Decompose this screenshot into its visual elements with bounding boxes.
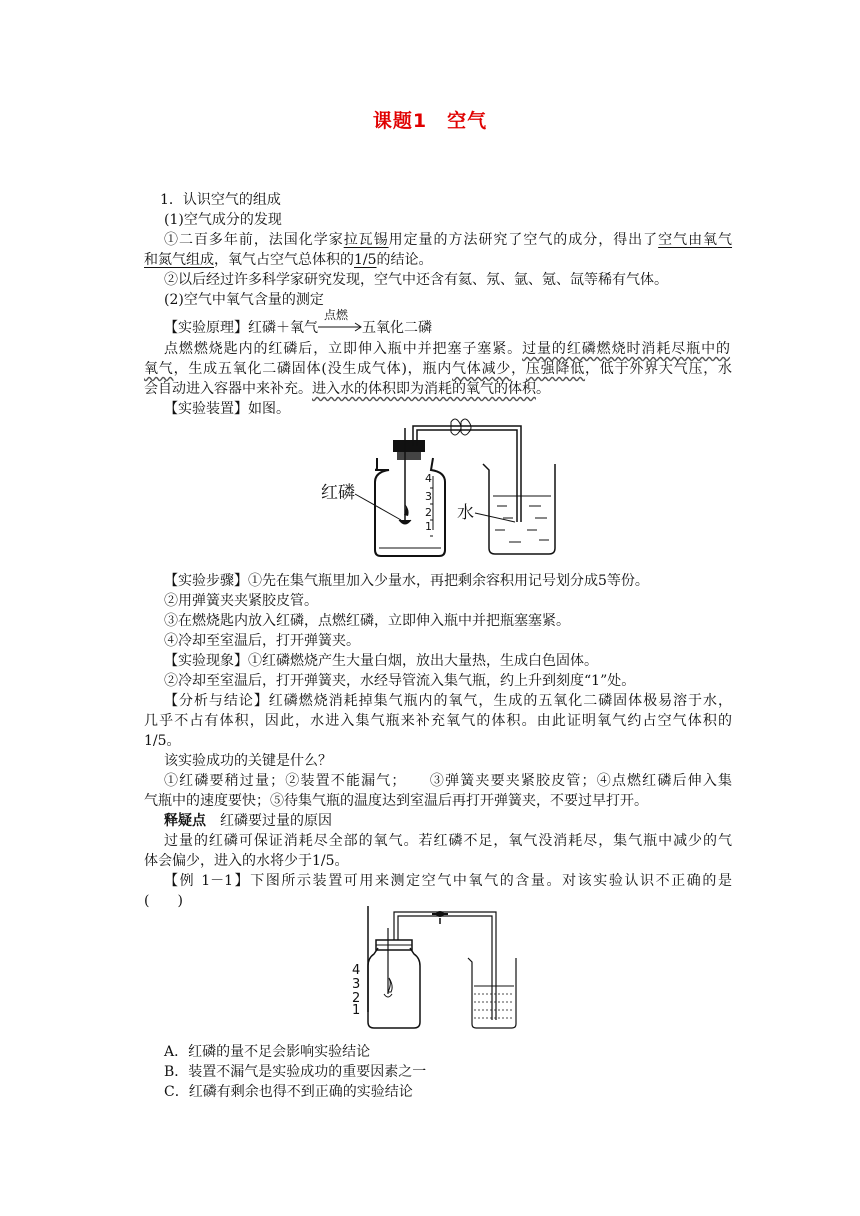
- paragraph-line: 释疑点 红磷要过量的原因: [164, 813, 332, 829]
- paragraph-line: ②冷却至室温后，打开弹簧夹，水经导管流入集气瓶，约上升到刻度“1”处。: [164, 673, 636, 689]
- reaction-condition: 点燃: [324, 308, 349, 322]
- combustion-spoon-icon: [384, 994, 392, 997]
- gas-bottle: [368, 948, 420, 1028]
- reaction-arrow: [318, 308, 362, 338]
- scale-mark-2: 2: [425, 506, 432, 519]
- subsection-heading: (1)空气成分的发现: [164, 212, 282, 228]
- section-heading: 1．认识空气的组成: [160, 192, 281, 208]
- water-hatching: [474, 994, 514, 1018]
- scale-mark-2: 2: [352, 991, 361, 1006]
- scale-mark-1: 1: [425, 520, 432, 533]
- page-title: 课题1 空气: [372, 110, 488, 132]
- emphasized-text: 气体减少: [452, 361, 512, 377]
- question-stem: 【例 1－1】下图所示装置可用来测定空气中氧气的含量。对该实验认识不正确的是: [164, 873, 732, 889]
- reaction-line: 【实验原理】红磷＋氧气 点燃 五氧化二磷: [164, 318, 736, 338]
- arrow-icon: [318, 321, 362, 333]
- paragraph-line: 【实验步骤】①先在集气瓶里加入少量水，再把剩余容积用记号划分成5等份。: [164, 573, 649, 589]
- option-a: A．红磷的量不足会影响实验结论: [164, 1044, 371, 1060]
- paragraph-line: ①红磷要稍过量；②装置不能漏气； ③弹簧夹要夹紧胶皮管；④点燃红磷后伸入集: [164, 773, 732, 789]
- scale-mark-1: 1: [352, 1003, 361, 1018]
- paragraph-line: ③在燃烧匙内放入红磷，点燃红磷，立即伸入瓶中并把瓶塞塞紧。: [164, 613, 570, 629]
- flame-icon: [388, 978, 392, 992]
- scale-mark-4: 4: [352, 963, 361, 978]
- example-apparatus-figure: [348, 902, 528, 1034]
- paragraph-line: 点燃燃烧匙内的红磷后，立即伸入瓶中并把塞子塞紧。过量的红磷燃烧时消耗尽瓶中的: [164, 341, 731, 357]
- answer-blank: ( ): [144, 893, 183, 909]
- emphasized-text: 进入水的体积即为消耗的氧气的体积: [312, 381, 536, 397]
- scale-mark-3: 3: [352, 977, 361, 992]
- paragraph-line: 氧气，生成五氧化二磷固体(没生成气体)，瓶内气体减少，压强降低，低于外界大气压，水: [144, 361, 733, 377]
- paragraph-line: 【实验现象】①红磷燃烧产生大量白烟，放出大量热，生成白色固体。: [164, 653, 598, 669]
- paragraph-line: 会自动进入容器中来补充。进入水的体积即为消耗的氧气的体积。: [144, 381, 550, 397]
- option-c: C．红磷有剩余也得不到正确的实验结论: [164, 1084, 413, 1100]
- scale-mark-3: 3: [425, 490, 432, 503]
- label-red-phosphorus: 红磷: [321, 483, 355, 503]
- paragraph-line: 【分析与结论】红磷燃烧消耗掉集气瓶内的氧气，生成的五氧化二磷固体极易溶于水，: [164, 693, 732, 709]
- paragraph-line: 【实验装置】如图。: [164, 401, 290, 417]
- label-water: 水: [457, 503, 474, 523]
- underlined-text: 拉瓦锡: [343, 232, 389, 248]
- paragraph-line: 过量的红磷可保证消耗尽全部的氧气。若红磷不足，氧气没消耗尽，集气瓶中减少的气: [164, 833, 732, 849]
- delivery-tube: [394, 912, 496, 1020]
- stopper-icon: [393, 440, 425, 452]
- combustion-spoon-icon: [399, 520, 411, 524]
- leader-line: [355, 494, 401, 520]
- gas-bottle: [375, 458, 445, 556]
- option-b: B．装置不漏气是实验成功的重要因素之一: [164, 1064, 427, 1080]
- paragraph-line: 1/5。: [144, 733, 181, 749]
- subsection-heading: (2)空气中氧气含量的测定: [164, 292, 324, 308]
- underlined-text: 1/5: [354, 252, 377, 268]
- spring-clip-icon: [451, 419, 461, 435]
- paragraph-line: 该实验成功的关键是什么？: [164, 753, 332, 769]
- paragraph-line: 气瓶中的速度要快；⑤待集气瓶的温度达到室温后再打开弹簧夹，不要过早打开。: [144, 793, 648, 809]
- paragraph-line: 体会偏少，进入的水将少于1/5。: [144, 853, 349, 869]
- water-hatching: [495, 506, 549, 542]
- paragraph-line: ②用弹簧夹夹紧胶皮管。: [164, 593, 318, 609]
- emphasized-text: 过量的红磷燃烧时消耗尽瓶中的: [522, 341, 731, 357]
- paragraph-line: 和氮气组成，氧气占空气总体积的1/5的结论。: [144, 252, 433, 268]
- emphasized-text: 氧气: [144, 361, 174, 377]
- experiment-apparatus-figure: [315, 410, 565, 560]
- paragraph-line: ①二百多年前，法国化学家拉瓦锡用定量的方法研究了空气的成分，得出了空气由氧气: [164, 232, 733, 248]
- paragraph-line: ④冷却至室温后，打开弹簧夹。: [164, 633, 360, 649]
- underlined-text: 空气由氧气: [658, 232, 733, 248]
- emphasized-text: 压强降低: [525, 361, 586, 377]
- label-key-point: 释疑点: [164, 813, 206, 829]
- paragraph-line: 几乎不占有体积，因此，水进入集气瓶来补充氧气的体积。由此证明氧气约占空气体积的: [144, 713, 732, 729]
- underlined-text: 和氮气组成: [144, 252, 214, 268]
- scale-mark-4: 4: [425, 472, 432, 485]
- paragraph-line: ②以后经过许多科学家研究发现，空气中还含有氦、氖、氩、氪、氙等稀有气体。: [164, 272, 668, 288]
